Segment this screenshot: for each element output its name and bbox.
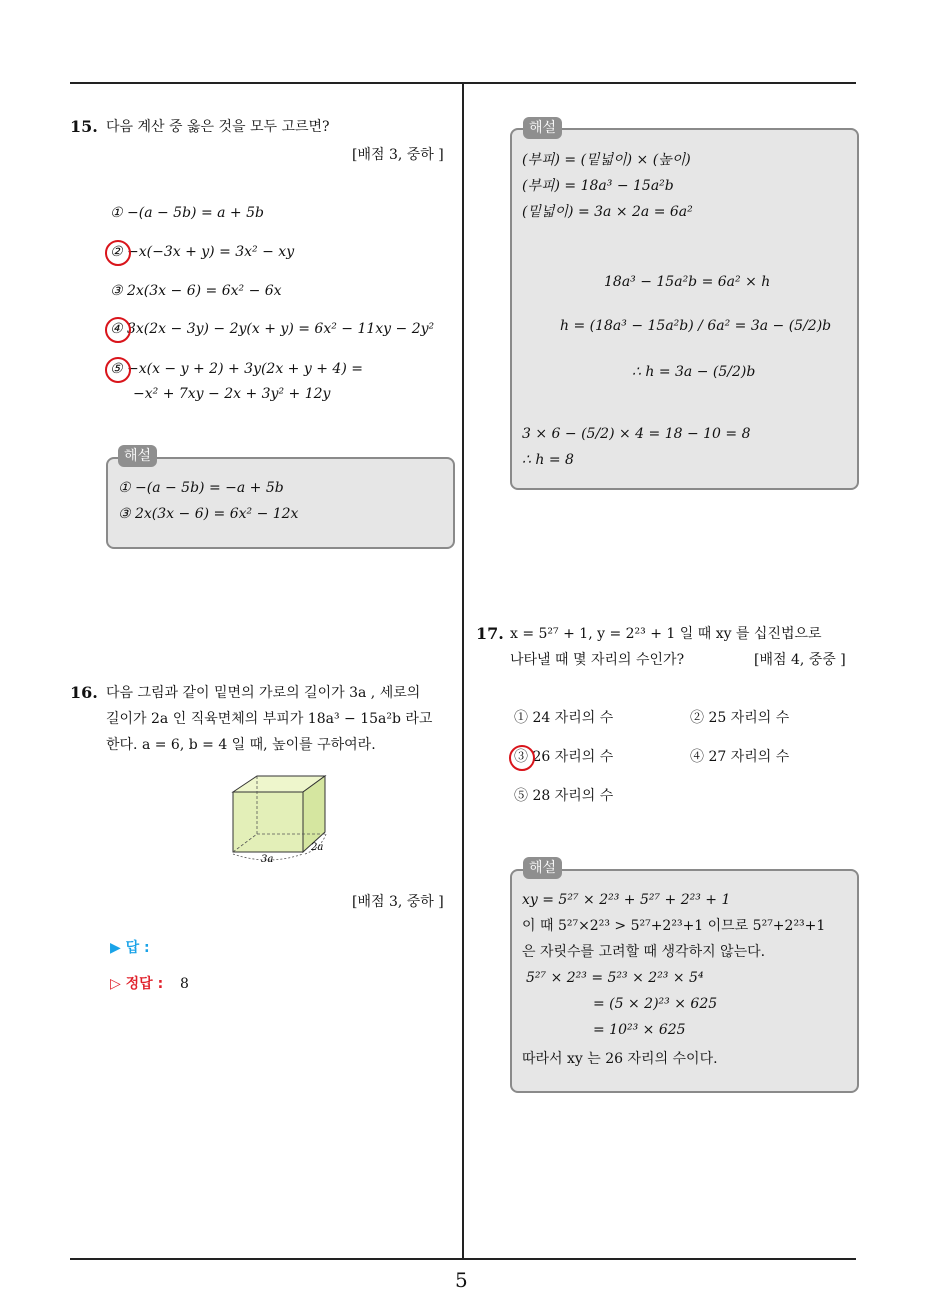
q16-line-1: 다음 그림과 같이 밑면의 가로의 길이가 3a , 세로의 <box>106 685 421 701</box>
page-number: 5 <box>455 1268 468 1292</box>
q17-sol-1: xy = 5²⁷ × 2²³ + 5²⁷ + 2²³ + 1 <box>522 892 731 908</box>
q17-number: 17. <box>476 624 504 643</box>
q15-meta: [배점 3, 중하 ] <box>352 147 444 163</box>
bottom-rule <box>70 1258 856 1260</box>
q16-sol-7: 3 × 6 − (5/2) × 4 = 18 − 10 = 8 <box>522 426 751 442</box>
q15-option-2[interactable]: ② −x(−3x + y) = 3x² − xy <box>110 244 295 260</box>
correct-answer-value: 8 <box>180 976 189 992</box>
label-2a: 2a <box>311 842 324 853</box>
q16-sol-6: ∴ h = 3a − (5/2)b <box>632 364 756 380</box>
q15-number: 15. <box>70 117 98 136</box>
q15-text: 다음 계산 중 옳은 것을 모두 고르면? <box>106 119 330 135</box>
column-divider <box>462 82 464 1260</box>
q17-sol-3: 은 자릿수를 고려할 때 생각하지 않는다. <box>522 944 766 960</box>
q15-option-3[interactable]: ③ 2x(3x − 6) = 6x² − 6x <box>110 283 282 299</box>
selected-mark-2 <box>105 240 131 266</box>
q17-option-5[interactable]: ⑤ 28 자리의 수 <box>514 788 614 804</box>
q17-option-2[interactable]: ② 25 자리의 수 <box>690 710 790 726</box>
q17-meta: [배점 4, 중중 ] <box>754 652 846 668</box>
answer-label: ▶ 답 : <box>110 940 150 956</box>
q16-number: 16. <box>70 683 98 702</box>
q16-line-2: 길이가 2a 인 직육면체의 부피가 18a³ − 15a²b 라고 <box>106 711 433 727</box>
q15-option-4[interactable]: ④ 3x(2x − 3y) − 2y(x + y) = 6x² − 11xy − 2y² <box>110 321 435 337</box>
q15-solution-tag: 해설 <box>118 445 157 467</box>
q17-sol-4: 5²⁷ × 2²³ = 5²³ × 2²³ × 5⁴ <box>526 970 704 986</box>
q17-line-2: 나타낼 때 몇 자리의 수인가? <box>510 652 685 668</box>
q17-sol-2: 이 때 5²⁷×2²³ > 5²⁷+2²³+1 이므로 5²⁷+2²³+1 <box>522 918 826 934</box>
q17-option-3[interactable]: ③ 26 자리의 수 <box>514 749 614 765</box>
q16-sol-3: (밑넓이) = 3a × 2a = 6a² <box>522 204 693 220</box>
q16-sol-1: (부피) = (밑넓이) × (높이) <box>522 152 691 168</box>
q16-sol-2: (부피) = 18a³ − 15a²b <box>522 178 674 194</box>
q17-line-1: x = 5²⁷ + 1, y = 2²³ + 1 일 때 xy 를 십진법으로 <box>510 626 822 642</box>
selected-mark-4 <box>105 317 131 343</box>
cuboid-figure <box>225 770 335 865</box>
correct-answer-label: ▷ 정답 : <box>110 976 164 992</box>
q16-sol-5: h = (18a³ − 15a²b) / 6a² = 3a − (5/2)b <box>560 318 832 334</box>
q16-sol-8: ∴ h = 8 <box>522 452 574 468</box>
q15-option-1[interactable]: ① −(a − 5b) = a + 5b <box>110 205 264 221</box>
q17-sol-7: 따라서 xy 는 26 자리의 수이다. <box>522 1051 718 1067</box>
q17-option-4[interactable]: ④ 27 자리의 수 <box>690 749 790 765</box>
selected-mark-5 <box>105 357 131 383</box>
q15-option-5-cont: −x² + 7xy − 2x + 3y² + 12y <box>133 386 331 402</box>
q17-solution-tag: 해설 <box>523 857 562 879</box>
label-3a: 3a <box>261 854 274 865</box>
q17-selected-mark <box>509 745 535 771</box>
q16-meta: [배점 3, 중하 ] <box>352 894 444 910</box>
q15-option-5[interactable]: ⑤ −x(x − y + 2) + 3y(2x + y + 4) = <box>110 361 363 377</box>
q15-solution-box <box>106 457 455 549</box>
q16-sol-4: 18a³ − 15a²b = 6a² × h <box>604 274 771 290</box>
q15-solution-line-1: ① −(a − 5b) = −a + 5b <box>118 480 284 496</box>
q17-sol-5: = (5 × 2)²³ × 625 <box>593 996 718 1012</box>
q17-option-1[interactable]: ① 24 자리의 수 <box>514 710 614 726</box>
q16-line-3: 한다. a = 6, b = 4 일 때, 높이를 구하여라. <box>106 737 376 753</box>
q17-sol-6: = 10²³ × 625 <box>593 1022 686 1038</box>
q16-solution-tag: 해설 <box>523 117 562 139</box>
q15-solution-line-2: ③ 2x(3x − 6) = 6x² − 12x <box>118 506 299 522</box>
